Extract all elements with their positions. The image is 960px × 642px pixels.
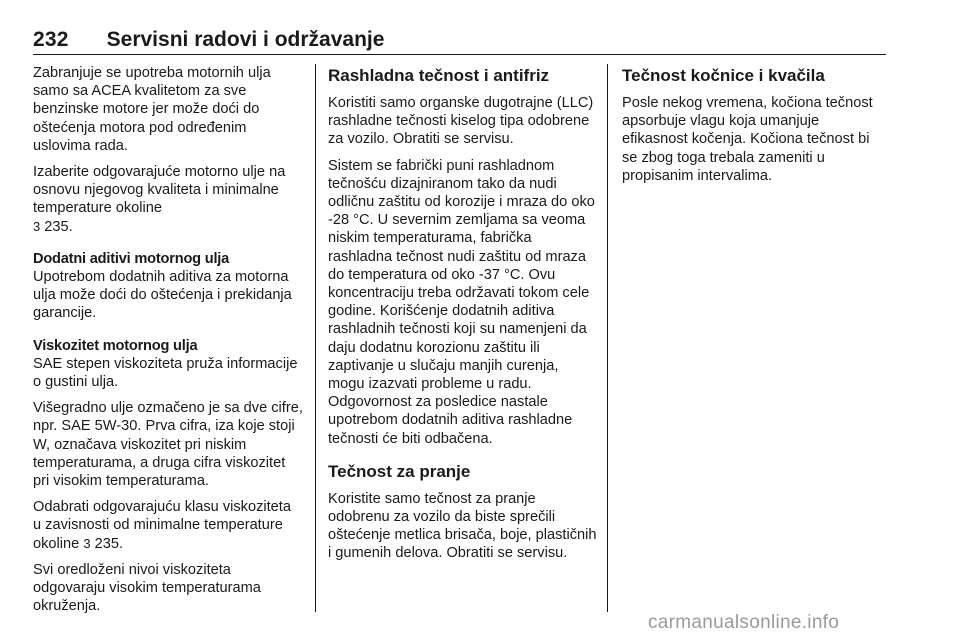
section-heading: Tečnost kočnice i kvačila [622,66,825,85]
paragraph: Svi oredloženi nivoi viskoziteta odgovaraju visokim temperaturama okruženja. [33,561,261,615]
reference-arrow-icon: 3 [83,535,91,551]
section-heading: Dodatni aditivi motornog ulja [33,250,230,267]
section-heading: Rashladna tečnost i antifriz [328,66,550,85]
column-1 [33,64,303,623]
header-rule [33,54,886,55]
paragraph: Koristite samo tečnost za pranje odobrenu za vozilo da biste sprečili oštećenje metlica brisača, boje, plastičnih i gumenih delova. Obratiti se servisu. [328,490,597,562]
paragraph: Posle nekog vremena, kočiona tečnost apsorbuje vlagu koja umanjuje efikasnost kočenja. Kočiona tečnost bi se zbog toga trebala zameniti u propisanim intervalima. [622,95,873,184]
watermark: carmanualsonline.info [648,612,840,633]
paragraph: Sistem se fabrički puni rashladnom tečnošću dizajniranom tako da nudi odličnu zaštitu od korozije i mraza do oko -28 °C. U severnim zemljama sa veoma niskim temperaturama, fabrička rashladna tečnost nudi zaštitu od mraza do temperatura od oko -37 °C. Ovu koncentraciju treba održavati tokom cele godine. Korišćenje dodatnih aditiva rashladnih tečnosti koji su namenjeni da daju dodatnu korozionu zaštitu ili zaptivanje u slučaju manjih curenja, mogu izazvati probleme u radu. Odgovornost za posledice nastale upotrebom dodatnih aditiva rashladne tečnosti će biti odbačena. [328,157,595,447]
paragraph: SAE stepen viskoziteta pruža informacije o gustini ulja. [33,355,298,391]
section-heading: Viskozitet motornog ulja [33,337,198,354]
paragraph: Odabrati odgovarajuću klasu viskoziteta u zavisnosti od minimalne temperature okoline 3 235. [33,499,291,552]
section-heading: Tečnost za pranje [328,461,471,481]
page-reference[interactable]: 3 235. [33,218,73,235]
reference-arrow-icon: 3 [33,218,41,234]
chapter-title: Servisni radovi i održavanje [106,28,385,51]
paragraph: Upotrebom dodatnih aditiva za motorna ulja može doći do oštećenja i prekidanja garancije. [33,269,292,322]
page-number: 232 [33,28,69,51]
column-divider-1 [315,64,316,612]
section-additives [33,250,303,323]
paragraph: Višegradno ulje ozmačeno je sa dve cifre, npr. SAE 5W-30. Prva cifra, iza koje stoji W, označava viskozitet pri niskim temperaturama, a druga cifra viskozitet pri visokim temperaturama. [33,400,303,490]
page-header [33,26,885,52]
section-viscosity [33,337,303,616]
paragraph: Koristiti samo organske dugotrajne (LLC) rashladne tečnosti kiselog tipa odobrene za vozilo. Obratiti se servisu. [328,95,594,148]
paragraph: Izaberite odgovarajuće motorno ulje na osnovu njegovog kvaliteta i minimalne temperature okoline 3 235. [33,164,286,235]
paragraph: Zabranjuje se upotreba motornih ulja samo sa ACEA kvalitetom za sve benzinske motore jer može doći do oštećenja motora pod određenim uslovima rada. [33,65,271,154]
column-2 [328,66,598,571]
column-3 [622,66,882,193]
column-divider-2 [607,64,608,612]
page-reference[interactable]: 3 235. [83,535,124,552]
